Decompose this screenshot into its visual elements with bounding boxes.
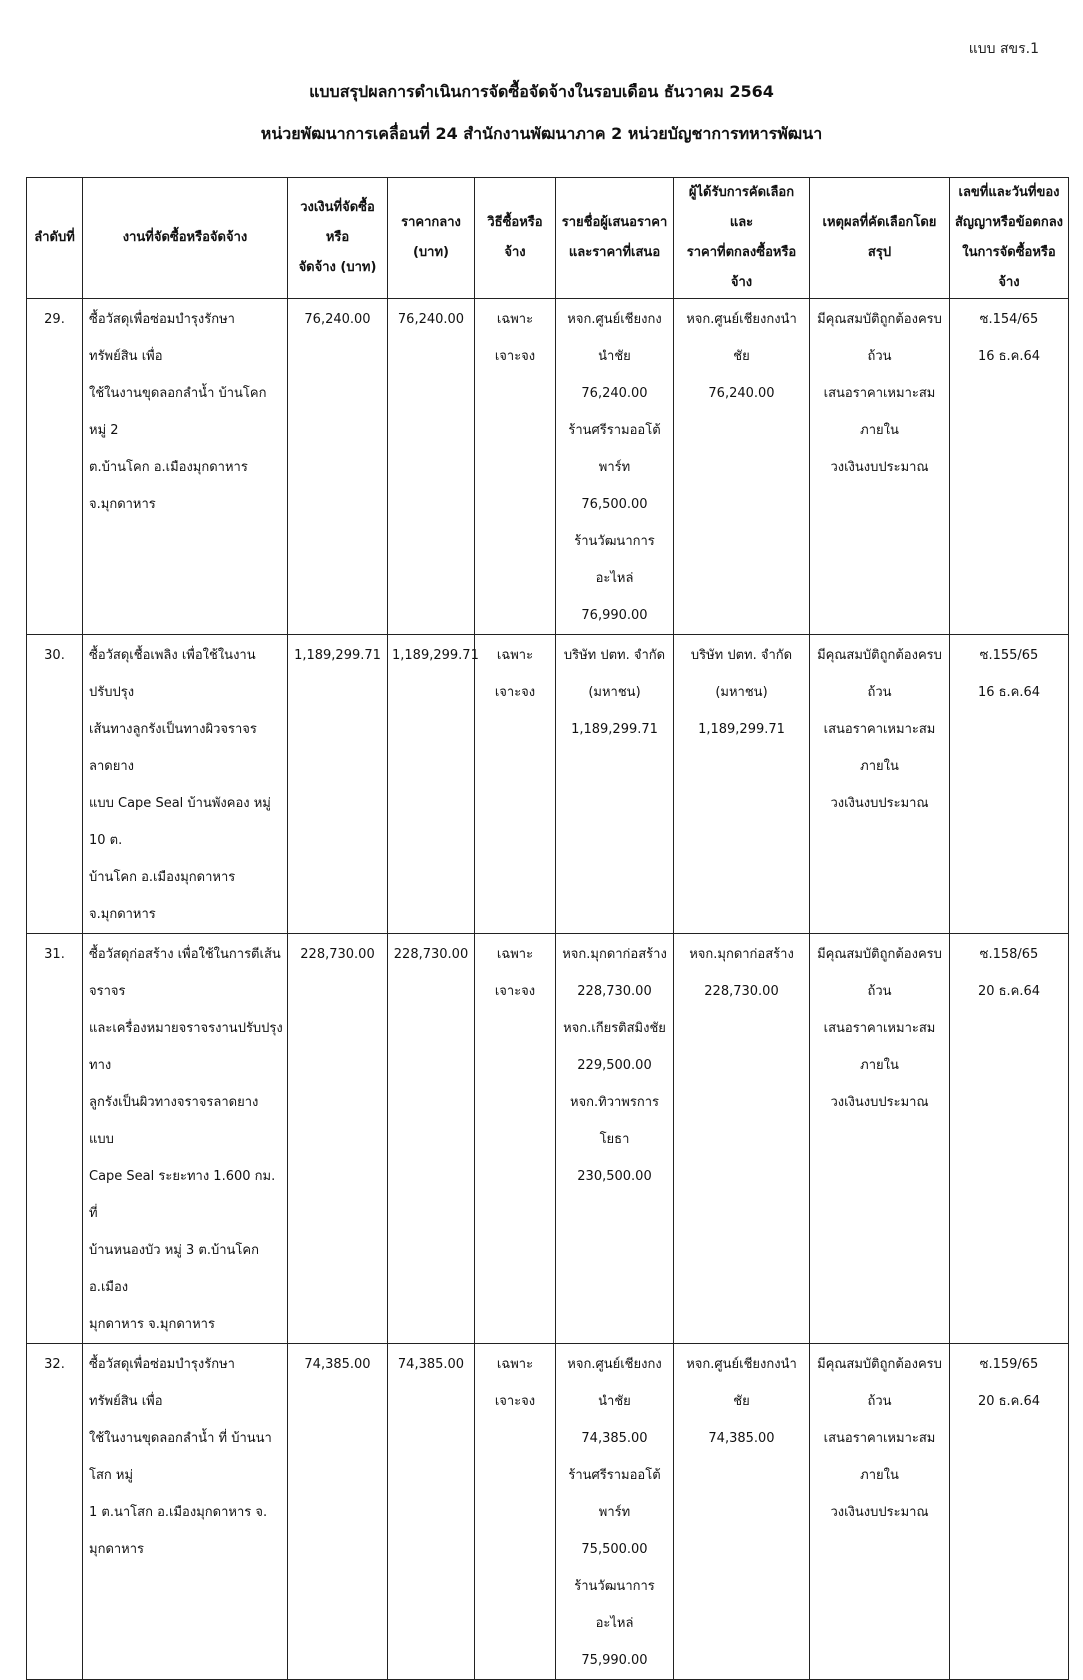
document-title: แบบสรุปผลการดำเนินการจัดซื้อจัดจ้างในรอบเดือน ธันวาคม 2564 — [309, 82, 774, 101]
contract-line: 16 ธ.ค.64 — [977, 349, 1041, 364]
procurement-table — [26, 177, 1069, 1680]
row-budget: 76,240.00 — [288, 299, 388, 635]
contract-line: ซ.158/65 — [979, 947, 1039, 962]
item-line: มุกดาหาร จ.มุกดาหาร — [89, 1317, 215, 1332]
header-no: ลำดับที่ — [27, 178, 83, 299]
selected-line: หจก.มุกดาก่อสร้าง — [689, 947, 794, 962]
header-selected — [674, 178, 810, 299]
contract-line: 20 ธ.ค.64 — [977, 984, 1041, 999]
reason-line: มีคุณสมบัติถูกต้องครบถ้วน — [817, 312, 942, 364]
item-line: Cape Seal ระยะทาง 1.600 กม. ที่ — [89, 1169, 276, 1221]
row-median: 74,385.00 — [388, 1344, 475, 1680]
bidder-line: 75,990.00 — [581, 1653, 648, 1668]
bidder-line: 75,500.00 — [581, 1542, 648, 1557]
selected-line: 228,730.00 — [704, 984, 779, 999]
bidder-line: (มหาชน) — [588, 685, 641, 700]
row-reason — [810, 299, 950, 635]
bidder-line: หจก.ศูนย์เชียงกงนำชัย — [567, 312, 662, 364]
row-reason — [810, 635, 950, 934]
bidder-line: ร้านศรีรามออโต้พาร์ท — [568, 1468, 661, 1520]
selected-line: 1,189,299.71 — [698, 722, 785, 737]
item-line: ซื้อวัสดุเพื่อซ่อมบำรุงรักษาทรัพย์สิน เพื่อ — [89, 1357, 235, 1409]
header-median — [388, 178, 475, 299]
header-reason: เหตุผลที่คัดเลือกโดยสรุป — [810, 178, 950, 299]
header-method: วิธีซื้อหรือจ้าง — [475, 178, 556, 299]
selected-line: 74,385.00 — [708, 1431, 775, 1446]
row-item — [83, 299, 288, 635]
bidder-line: ร้านวัฒนาการอะไหล่ — [574, 1579, 655, 1631]
row-no: 29. — [27, 299, 83, 635]
selected-line: หจก.ศูนย์เชียงกงนำชัย — [686, 312, 797, 364]
row-selected — [674, 635, 810, 934]
row-item — [83, 934, 288, 1344]
selected-line: 76,240.00 — [708, 386, 775, 401]
item-line: บ้านหนองบัว หมู่ 3 ต.บ้านโคก อ.เมือง — [89, 1243, 259, 1295]
selected-line: บริษัท ปตท. จำกัด — [690, 648, 793, 663]
row-reason — [810, 934, 950, 1344]
reason-line: วงเงินงบประมาณ — [830, 460, 929, 475]
item-line: 1 ต.นาโสก อ.เมืองมุกดาหาร จ. — [89, 1505, 268, 1520]
reason-line: วงเงินงบประมาณ — [830, 1095, 929, 1110]
row-method: เฉพาะเจาะจง — [475, 299, 556, 635]
document-subtitle: หน่วยพัฒนาการเคลื่อนที่ 24 สำนักงานพัฒนาภาค 2 หน่วยบัญชาการทหารพัฒนา — [260, 124, 823, 143]
row-median: 76,240.00 — [388, 299, 475, 635]
header-text: วงเงินที่จัดซื้อหรือ — [300, 200, 375, 245]
bidder-line: 76,990.00 — [581, 608, 648, 623]
header-text: ราคากลาง — [401, 215, 461, 230]
bidder-line: 230,500.00 — [577, 1169, 652, 1184]
header-text: จัดจ้าง (บาท) — [298, 260, 377, 275]
item-line: ใช้ในงานขุดลอกลำน้ำ ที่ บ้านนาโสก หมู่ — [89, 1431, 272, 1483]
row-method: เฉพาะเจาะจง — [475, 635, 556, 934]
contract-line: ซ.159/65 — [979, 1357, 1039, 1372]
row-bidders — [556, 635, 674, 934]
header-text: รายชื่อผู้เสนอราคา — [561, 215, 668, 230]
item-line: ซื้อวัสดุก่อสร้าง เพื่อใช้ในการตีเส้นจราจร — [89, 947, 281, 999]
row-selected — [674, 1344, 810, 1680]
item-line: ซื้อวัสดุเพื่อซ่อมบำรุงรักษาทรัพย์สิน เพื่อ — [89, 312, 235, 364]
row-bidders — [556, 299, 674, 635]
row-reason — [810, 1344, 950, 1680]
bidder-line: 229,500.00 — [577, 1058, 652, 1073]
bidder-line: 76,500.00 — [581, 497, 648, 512]
bidder-line: 228,730.00 — [577, 984, 652, 999]
header-budget — [288, 178, 388, 299]
row-selected — [674, 934, 810, 1344]
item-line: บ้านโคก อ.เมืองมุกดาหาร จ.มุกดาหาร — [89, 870, 236, 922]
bidder-line: หจก.เกียรติสมิงชัย — [563, 1021, 666, 1036]
reason-line: เสนอราคาเหมาะสมภายใน — [823, 386, 936, 438]
reason-line: วงเงินงบประมาณ — [830, 796, 929, 811]
row-item — [83, 635, 288, 934]
header-text: เลขที่และวันที่ของ — [958, 185, 1060, 200]
item-line: มุกดาหาร — [89, 1542, 145, 1557]
row-item — [83, 1344, 288, 1680]
row-median: 228,730.00 — [388, 934, 475, 1344]
bidder-line: 1,189,299.71 — [571, 722, 658, 737]
header-bidders — [556, 178, 674, 299]
reason-line: เสนอราคาเหมาะสมภายใน — [823, 1021, 936, 1073]
row-no: 31. — [27, 934, 83, 1344]
row-median: 1,189,299.71 — [388, 635, 475, 934]
reason-line: เสนอราคาเหมาะสมภายใน — [823, 722, 936, 774]
row-bidders — [556, 1344, 674, 1680]
item-line: แบบ Cape Seal บ้านพังคอง หมู่ 10 ต. — [89, 796, 271, 848]
form-code: แบบ สขร.1 — [968, 41, 1039, 57]
bidder-line: หจก.ทิวาพรการโยธา — [569, 1095, 660, 1147]
row-method: เฉพาะเจาะจง — [475, 1344, 556, 1680]
bidder-line: หจก.ศูนย์เชียงกงนำชัย — [567, 1357, 662, 1409]
table-row — [27, 934, 1069, 1344]
item-line: เส้นทางลูกรังเป็นทางผิวจราจรลาดยาง — [89, 722, 257, 774]
row-contract — [950, 1344, 1069, 1680]
table-header-row — [27, 178, 1069, 299]
row-budget: 1,189,299.71 — [288, 635, 388, 934]
reason-line: เสนอราคาเหมาะสมภายใน — [823, 1431, 936, 1483]
header-text: (บาท) — [412, 245, 449, 260]
row-method: เฉพาะเจาะจง — [475, 934, 556, 1344]
row-no: 30. — [27, 635, 83, 934]
row-budget: 228,730.00 — [288, 934, 388, 1344]
contract-line: ซ.155/65 — [979, 648, 1039, 663]
selected-line: (มหาชน) — [715, 685, 768, 700]
item-line: ซื้อวัสดุเชื้อเพลิง เพื่อใช้ในงานปรับปรุง — [89, 648, 256, 700]
header-text: สัญญาหรือข้อตกลง — [954, 215, 1064, 230]
header-text: ผู้ได้รับการคัดเลือกและ — [688, 185, 795, 230]
row-selected — [674, 299, 810, 635]
header-item: งานที่จัดซื้อหรือจัดจ้าง — [83, 178, 288, 299]
item-line: ลูกรังเป็นผิวทางจราจรลาดยางแบบ — [89, 1095, 259, 1147]
row-budget: 74,385.00 — [288, 1344, 388, 1680]
bidder-line: 74,385.00 — [581, 1431, 648, 1446]
selected-line: หจก.ศูนย์เชียงกงนำชัย — [686, 1357, 797, 1409]
bidder-line: ร้านวัฒนาการอะไหล่ — [574, 534, 655, 586]
row-contract — [950, 934, 1069, 1344]
item-line: และเครื่องหมายจราจรงานปรับปรุงทาง — [89, 1021, 283, 1073]
bidder-line: หจก.มุกดาก่อสร้าง — [562, 947, 667, 962]
bidder-line: บริษัท ปตท. จำกัด — [563, 648, 666, 663]
bidder-line: ร้านศรีรามออโต้พาร์ท — [568, 423, 661, 475]
header-text: ราคาที่ตกลงซื้อหรือจ้าง — [686, 245, 797, 290]
bidder-line: 76,240.00 — [581, 386, 648, 401]
reason-line: วงเงินงบประมาณ — [830, 1505, 929, 1520]
row-contract — [950, 635, 1069, 934]
reason-line: มีคุณสมบัติถูกต้องครบถ้วน — [817, 947, 942, 999]
contract-line: 16 ธ.ค.64 — [977, 685, 1041, 700]
header-text: ในการจัดซื้อหรือจ้าง — [962, 245, 1056, 290]
row-contract — [950, 299, 1069, 635]
row-bidders — [556, 934, 674, 1344]
table-row — [27, 1344, 1069, 1680]
header-text: และราคาที่เสนอ — [568, 245, 661, 260]
row-no: 32. — [27, 1344, 83, 1680]
item-line: ต.บ้านโคก อ.เมืองมุกดาหาร จ.มุกดาหาร — [89, 460, 248, 512]
item-line: ใช้ในงานขุดลอกลำน้ำ บ้านโคก หมู่ 2 — [89, 386, 267, 438]
reason-line: มีคุณสมบัติถูกต้องครบถ้วน — [817, 1357, 942, 1409]
table-row — [27, 635, 1069, 934]
header-contract — [950, 178, 1069, 299]
table-row — [27, 299, 1069, 635]
contract-line: 20 ธ.ค.64 — [977, 1394, 1041, 1409]
reason-line: มีคุณสมบัติถูกต้องครบถ้วน — [817, 648, 942, 700]
contract-line: ซ.154/65 — [979, 312, 1039, 327]
